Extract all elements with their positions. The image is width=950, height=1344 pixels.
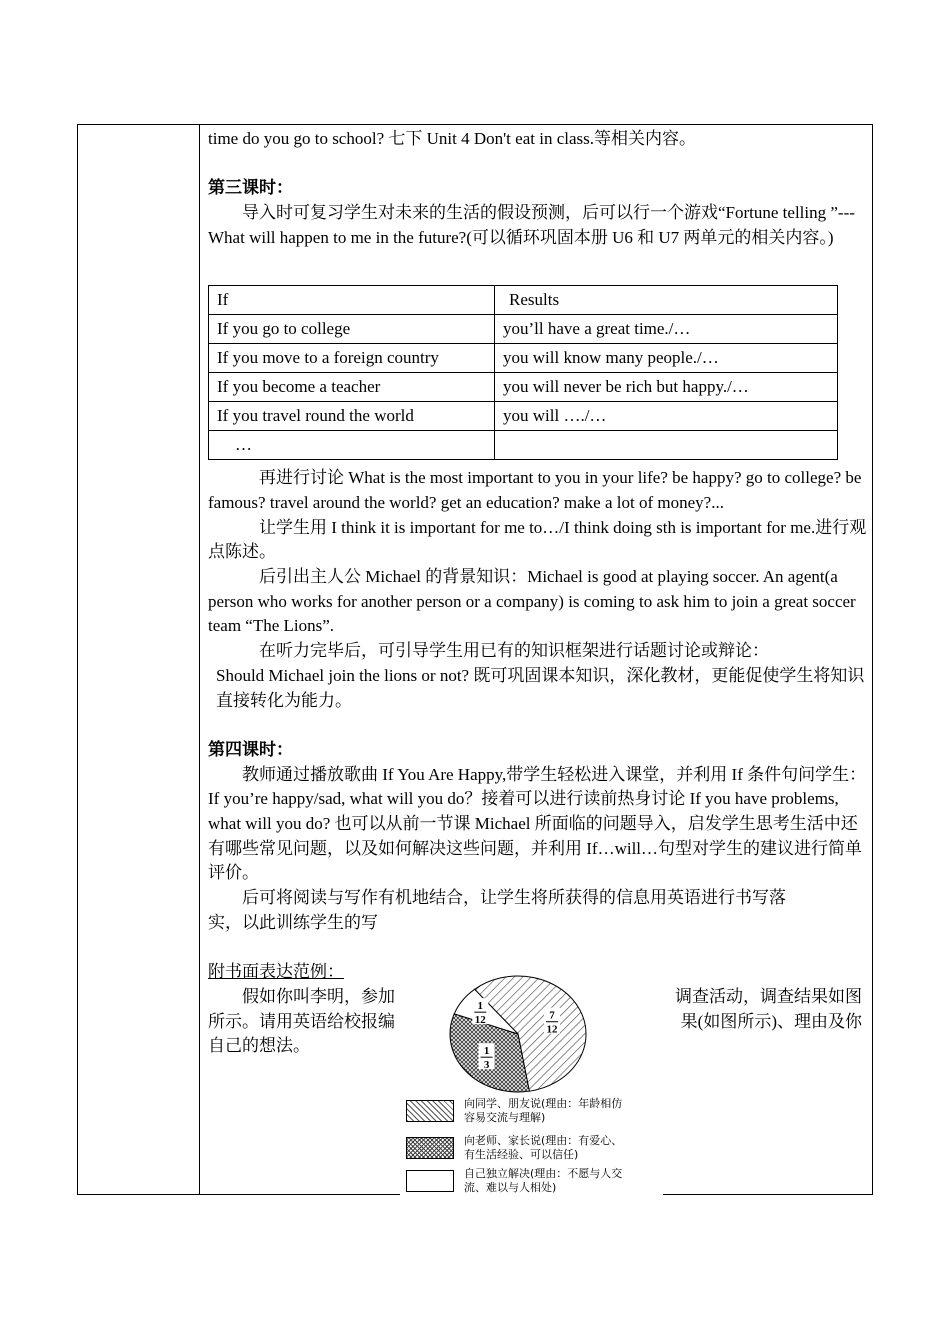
table-cell: If you travel round the world (209, 402, 495, 431)
column-divider (199, 125, 200, 1194)
pie-label-numerator: 1 (483, 1045, 490, 1058)
pie-svg (400, 972, 663, 1102)
pie-label-denominator: 12 (474, 1014, 486, 1027)
table-cell: you will …./… (495, 402, 838, 431)
table-cell: If you go to college (209, 315, 495, 344)
table-row (209, 315, 838, 344)
legend-line: 流、难以与人相处) (464, 1181, 557, 1194)
legend-line: 向同学、朋友说(理由：年龄相仿 (464, 1097, 623, 1110)
table-cell: … (209, 431, 495, 460)
intro-line: time do you go to school? 七下 Unit 4 Don't eat in class.等相关内容。 (208, 129, 696, 148)
listening-paragraph-1: 在听力完毕后，可引导学生用已有的知识框架进行话题讨论或辩论： (259, 641, 769, 661)
legend-text-self (464, 1167, 664, 1195)
pie-label-numerator: 7 (549, 1009, 555, 1022)
sample-line-3: 自己的想法。 (208, 1036, 310, 1056)
listening-paragraph-2: Should Michael join the lions or not? 既可巩固课本知识，深化教材，更能促使学生将知识直接转化为能力。 (216, 665, 865, 710)
opinion-paragraph: 让学生用 I think it is important for me to…/I think doing sth is important for me.进行观点陈述。 (208, 517, 867, 562)
lesson4-paragraph: 教师通过播放歌曲 If You Are Happy,带学生轻松进入课堂，并利用 If 条件句问学生：If you’re happy/sad, what will you do？接着可以进行读前热身讨论 If you have problems, what will you do? 也可以从前一节课 Michael 所面临的问题导入，启发学生思考生活中还有哪些常见问题，以及如何解决这些问题，并利用 If…will…句型对学生的建议进行简单评价。 (208, 764, 867, 883)
lesson3-title: 第三课时： (208, 178, 293, 198)
header-if: If (209, 286, 495, 315)
header-results: Results (495, 286, 838, 315)
table-row (209, 344, 838, 373)
legend-line: 自己独立解决(理由：不愿与人交 (464, 1167, 623, 1180)
table-cell: you will know many people./… (495, 344, 838, 373)
lesson4-title: 第四课时： (208, 739, 293, 759)
legend-line: 容易交流与理解) (464, 1111, 546, 1124)
legend-line: 向老师、家长说(理由：有爱心、 (464, 1134, 623, 1147)
crosshatch-pattern-swatch (406, 1137, 454, 1159)
content-cell (208, 125, 868, 1059)
table-cell: you will never be rich but happy./… (495, 373, 838, 402)
pie-label-denominator: 3 (483, 1059, 490, 1072)
lesson3-paragraph: 导入时可复习学生对未来的生活的假设预测，后可以行一个游戏“Fortune telling ”---What will happen to me in the future?(可以循环巩固本册 U6 和 U7 两单元的相关内容。) (208, 203, 855, 247)
pie-label-denominator: 12 (546, 1023, 558, 1036)
survey-pie-chart (400, 972, 663, 1197)
table-row (209, 373, 838, 402)
table-cell: If you move to a foreign country (209, 344, 495, 373)
sample-line-2-right: 果(如图所示)、理由及你 (680, 1011, 862, 1031)
legend-text-teachers (464, 1134, 664, 1162)
sample-line-2-left: 所示。请用英语给校报编 (208, 1011, 395, 1031)
sample-line-1-left: 假如你叫李明，参加 (242, 986, 395, 1006)
table-row (209, 402, 838, 431)
legend-text-friends (464, 1097, 664, 1125)
table-cell (495, 431, 838, 460)
table-cell: If you become a teacher (209, 373, 495, 402)
writing-paragraph-1: 后可将阅读与写作有机地结合，让学生将所获得的信息用英语进行书写落 (242, 888, 786, 908)
sample-line-1-right: 调查活动，调查结果如图 (675, 986, 862, 1006)
writing-paragraph-2: 实，以此训练学生的写 (208, 912, 378, 932)
sample-title: 附书面表达范例： (208, 962, 344, 982)
table-cell: you’ll have a great time./… (495, 315, 838, 344)
table-row (209, 431, 838, 460)
discuss-paragraph: 再进行讨论 What is the most important to you in your life? be happy? go to college? be famous? travel around the world? get an education? make a lot of money?... (208, 468, 862, 512)
michael-paragraph: 后引出主人公 Michael 的背景知识：Michael is good at playing soccer. An agent(a person who works for another person or a company) is coming to ask him to join a great soccer team “The Lions”. (208, 567, 856, 636)
diagonal-pattern-swatch (406, 1100, 454, 1122)
blank-pattern-swatch (406, 1170, 454, 1192)
pie-label-numerator: 1 (477, 1000, 484, 1013)
results-table (208, 285, 838, 460)
legend-line: 有生活经验、可以信任) (464, 1148, 579, 1161)
table-header-row (209, 286, 838, 315)
